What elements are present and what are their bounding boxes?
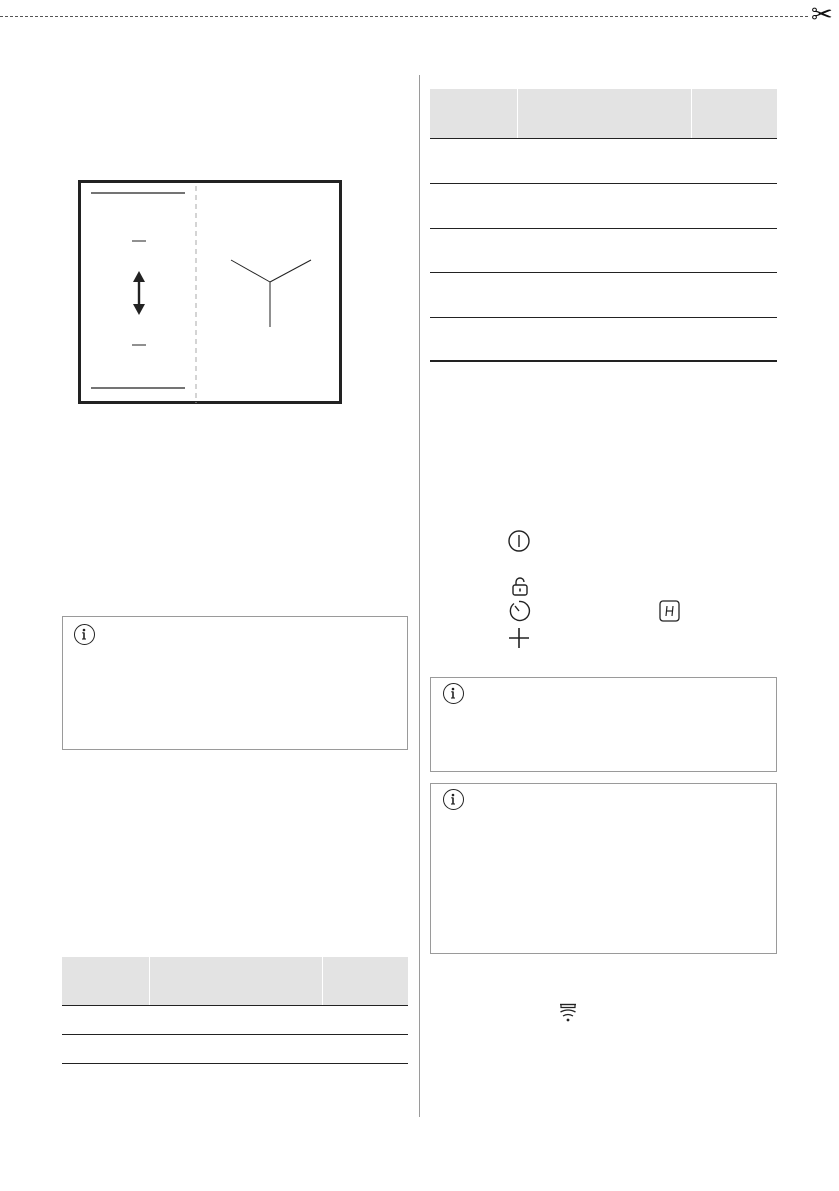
info-icon <box>74 624 95 645</box>
table-rule <box>430 360 777 362</box>
cut-line <box>0 16 808 17</box>
header-separator <box>322 957 323 1005</box>
left-table <box>62 957 408 1065</box>
table-rule <box>430 138 777 139</box>
table-rule <box>62 1034 408 1035</box>
table-rule <box>430 228 777 229</box>
table-rule <box>430 317 777 318</box>
hob-hood-icon <box>557 1002 579 1024</box>
header-separator <box>517 89 518 138</box>
table-header <box>62 957 408 1005</box>
dimension-diagram <box>78 180 342 404</box>
double-arrow-icon <box>133 271 145 315</box>
h-indicator-icon <box>659 600 680 622</box>
table-header <box>430 89 777 138</box>
power-icon <box>507 529 531 553</box>
right-info-box-2 <box>430 783 777 954</box>
header-separator <box>691 89 692 138</box>
right-table <box>430 89 777 364</box>
right-info-box-1 <box>430 677 777 772</box>
y-junction-icon <box>231 260 311 327</box>
plus-icon <box>507 626 531 650</box>
table-rule <box>430 183 777 184</box>
table-rule <box>430 272 777 273</box>
table-rule <box>62 1005 408 1006</box>
table-rule <box>62 1063 408 1064</box>
column-divider <box>419 75 420 1117</box>
header-separator <box>149 957 150 1005</box>
info-icon <box>443 683 464 704</box>
timer-icon <box>507 599 531 623</box>
scissors-icon: ✂ <box>811 0 833 30</box>
left-info-box <box>62 616 408 750</box>
lock-icon <box>511 576 529 596</box>
info-icon <box>443 789 464 810</box>
